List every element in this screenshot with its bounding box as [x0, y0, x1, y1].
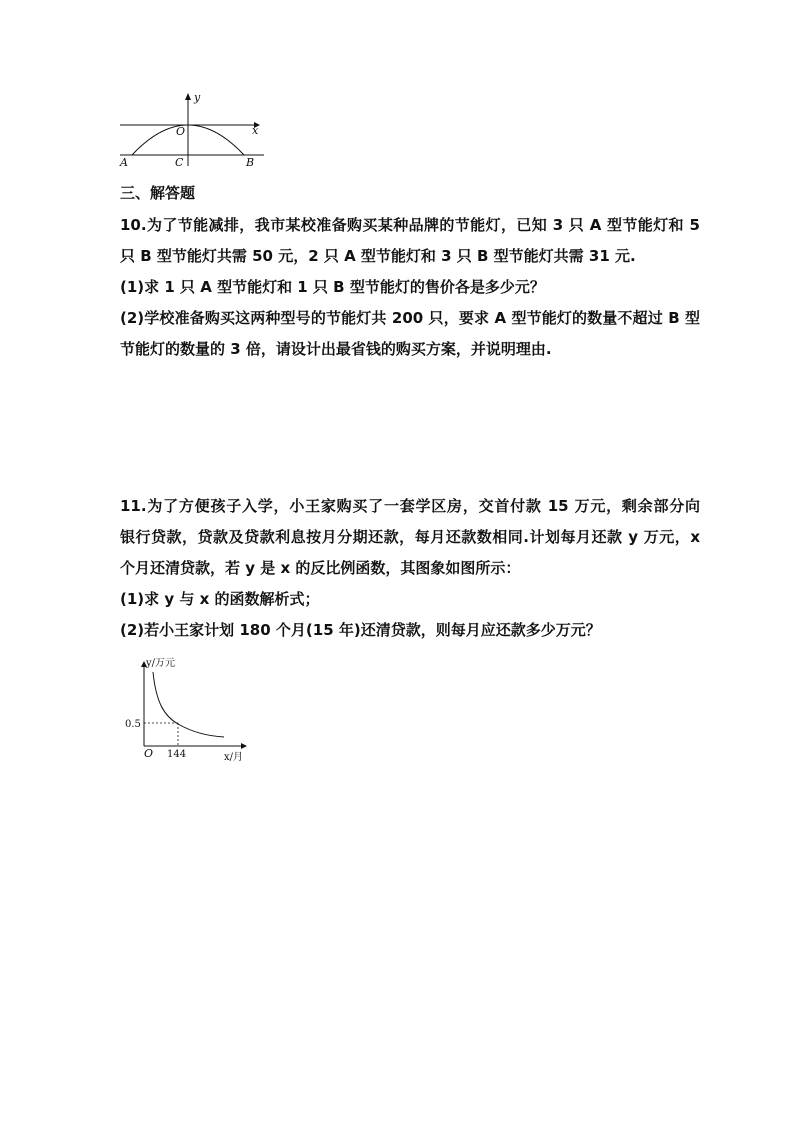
graph-origin-label: O: [144, 747, 154, 760]
question-11: [120, 491, 700, 646]
inverse-function-graph: [124, 652, 264, 768]
graph-x-label: x/月: [224, 752, 244, 763]
y-axis-label: y: [194, 91, 201, 104]
question-10-line-1: 10.为了节能减排，我市某校准备购买某种品牌的节能灯，已知 3 只 A 型节能灯和 5: [120, 216, 700, 234]
inverse-curve: [153, 672, 224, 737]
point-c-label: C: [175, 156, 184, 169]
question-11-part-1: (1)求 y 与 x 的函数解析式；: [120, 590, 320, 608]
graph-y-tick-label: 0.5: [125, 719, 141, 730]
question-11-line-3: 个月还清贷款，若 y 是 x 的反比例函数，其图象如图所示：: [120, 559, 521, 577]
origin-label: O: [176, 125, 186, 138]
question-11-line-1: 11.为了方便孩子入学，小王家购买了一套学区房，交首付款 15 万元，剩余部分向: [120, 497, 700, 515]
point-b-label: B: [246, 156, 255, 169]
question-10: [120, 210, 700, 365]
point-a-label: A: [120, 156, 128, 169]
question-11-part-2: (2)若小王家计划 180 个月(15 年)还清贷款，则每月应还款多少万元？: [120, 621, 601, 639]
question-10-line-2: 只 B 型节能灯共需 50 元，2 只 A 型节能灯和 3 只 B 型节能灯共需 31 元.: [120, 247, 636, 265]
y-axis-arrow-icon: [185, 93, 191, 100]
graph-x-tick-label: 144: [167, 749, 187, 760]
section-heading: 三、解答题: [120, 184, 196, 202]
x-axis-label: x: [252, 124, 259, 137]
graph-y-label: y/万元: [146, 658, 176, 669]
question-10-part-1: (1)求 1 只 A 型节能灯和 1 只 B 型节能灯的售价各是多少元？: [120, 278, 545, 296]
question-11-line-2: 银行贷款，贷款及贷款利息按月分期还款，每月还款数相同.计划每月还款 y 万元，x: [120, 528, 700, 546]
question-10-part-2-line-1: (2)学校准备购买这两种型号的节能灯共 200 只，要求 A 型节能灯的数量不超过 B 型: [120, 309, 700, 327]
graph-x-axis-arrow-icon: [241, 743, 247, 749]
question-10-part-2-line-2: 节能灯的数量的 3 倍，请设计出最省钱的购买方案，并说明理由.: [120, 340, 552, 358]
parabola-arch-figure: [114, 88, 274, 170]
